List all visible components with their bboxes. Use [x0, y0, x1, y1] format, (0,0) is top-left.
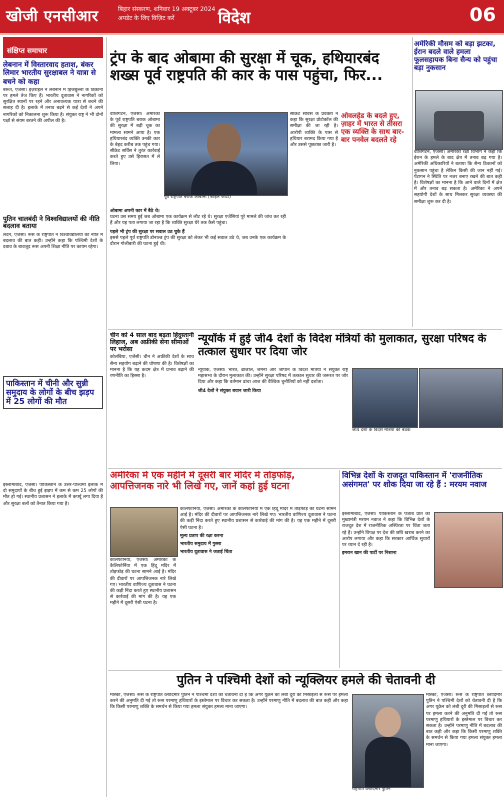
g4-photo-1 — [352, 368, 418, 428]
main-highlight: ओवलहेड के बदले हुए, ज़ाहर में भारत से तीसरा एक व्यक्ति के साथ बार-बार पनवेल बदलते रहे — [341, 112, 404, 145]
temple-subhead-3: भारतीय दूतावास ने जताई चिंता — [180, 550, 233, 556]
sidebar-story — [3, 37, 103, 482]
g4-body: न्यूयॉर्क, एजेंसी। भारत, ब्राजील, जर्मनी और जापान के विदेश मंत्रियों ने संयुक्त राष्ट्र महासभा के दौरान मुलाकात की। उन्होंने सुरक्षा परिषद में तत्काल सुधार की जरूरत पर जोर दिया और कहा कि वर्तमान ढांचा आज की वैश्विक चुनौतियों को नहीं दर्शाता। — [198, 368, 348, 386]
section-divider-1 — [108, 329, 502, 330]
putin-headline: पुतिन ने पश्चिमी देशों को न्यूक्लियर हमले की चेतावनी दी — [176, 673, 436, 687]
page-number: 06 — [469, 4, 496, 26]
pak-headline: विभिन्न देशों के राजदूत पाकिस्तान में 'राजनीतिक असंगमत' पर शोक दिया जा रहे हैं : मरयम नवाज — [342, 471, 487, 490]
photo-person-head — [207, 123, 241, 163]
main-body-3: इससे पहले पूर्व राष्ट्रपति डोनाल्ड ट्रंप की सुरक्षा को लेकर भी कई सवाल उठे थे, जब उनके एक कार्यक्रम के दौरान गोलीबारी की घटना हुई थी। — [110, 235, 286, 248]
sidebar-body: बेरूत, एजेंसी। इज़राइल ने लेबनान में हिजबुल्ला के ठिकानों पर हमले तेज किए हैं। भारतीय दूतावास ने नागरिकों को सुरक्षित स्थानों पर रहने और अनावश्यक यात्रा से बचने की सलाह दी है। इलाके में तनाव बढ़ने से कई देशों ने अपने नागरिकों को निकालना शुरू किया है। संयुक्त राष्ट्र ने भी दोनों पक्षों से संयम बरतने की अपील की है। — [3, 87, 103, 124]
g4-subhead: जी4 देशों ने संयुक्त बयान जारी किया — [198, 388, 261, 394]
temple-body-col — [180, 507, 336, 667]
photo-person-body — [365, 737, 411, 787]
temple-body: कैलिफोर्निया, एजेंसी। अमेरिका के कैलिफोर्निया में एक हिंदू मंदिर में तोड़फोड़ की घटना सामने आई है। मंदिर की दीवारों पर आपत्तिजनक नारे लिखे गए। भारतीय वाणिज्य दूतावास ने घटना की कड़ी निंदा करते हुए स्थानीय प्रशासन से कार्रवाई की मांग की है। यह एक महीने में दूसरी ऐसी घटना है। — [180, 507, 336, 531]
photo-person-body — [191, 161, 257, 195]
main-subhead-1: ओबामा अपनी कार में बैठे थे। — [110, 209, 160, 214]
g4-body-col — [198, 368, 348, 466]
sidebar-box-headline: पाकिस्तान में चीनी और सुन्नी समुदाय के लोगों के बीच झड़प में 25 लोगों की मौत — [6, 378, 95, 407]
section-divider-3 — [108, 670, 502, 671]
main-body-col-3 — [290, 112, 338, 327]
sidebar-subbody: लंदन, एजेंसी। रूस के राष्ट्रपति ने विश्वविद्यालयों की नीति में बदलाव की बात कही। उन्होंने कहा कि पश्चिमी देशों के दबाव के बावजूद रूस अपनी शिक्षा नीति पर कायम रहेगा। — [3, 232, 103, 251]
main-body-1: वाशिंगटन, एजेंसी। अमेरिका के पूर्व राष्ट्रपति बराक ओबामा की सुरक्षा में बड़ी चूक का मामला सामने आया है। एक हथियारबंद व्यक्ति उनकी कार के बेहद करीब तक पहुंच गया। सीक्रेट सर्विस ने तुरंत कार्रवाई करते हुए उसे हिरासत में ले लिया। — [110, 112, 160, 167]
photo-person-head — [375, 707, 401, 737]
putin-photo — [352, 694, 424, 788]
photo-shape — [434, 111, 484, 141]
temple-subhead-1: मूल्य प्रताप की रक्षा करना — [180, 533, 224, 539]
date-line — [118, 5, 215, 23]
temple-headline: अमेरिका में एक महीने में दूसरी बार मंदिर में तोड़फोड़, आपत्तिजनक नारे भी लिखे गए, जानें कहां हुई घटना — [110, 471, 295, 492]
temple-photo — [110, 507, 178, 557]
g4-photo-2 — [419, 368, 503, 428]
sidebar-tag-bar — [3, 37, 103, 58]
masthead — [0, 0, 504, 33]
column-rule-2 — [339, 470, 340, 668]
putin-body-extra: मॉस्को, एजेंसी। रूस के राष्ट्रपति व्लादिमीर पुतिन ने पश्चिमी देशों को चेतावनी दी है कि अगर यूक्रेन को लंबी दूरी की मिसाइलों से रूस पर हमला करने की अनुमति दी गई तो रूस परमाणु हथियारों के इस्तेमाल पर विचार कर सकता है। उन्होंने परमाणु नीति में बदलाव की बात कही और कहा कि किसी परमाणु शक्ति के समर्थन से किया गया हमला संयुक्त हमला माना जाएगा। — [426, 693, 502, 748]
sidebar-box — [3, 376, 103, 410]
putin-body-col — [110, 693, 348, 797]
china-headline: चीन को 4 साल बाद बढ़ता हिंदुस्तानी लिहाज, अब अफ्रीकी सेना सीमाओं पर भरोसा — [110, 332, 194, 354]
sidebar-subheadline: पुतिन चालबंदी ने विश्वविद्यालयों की नीति बदलाव बताया — [3, 214, 100, 231]
header-rule — [0, 33, 504, 35]
sidebar-tag: संक्षिप्त समाचार — [3, 46, 51, 57]
brand-name: खोजी एनसीआर — [6, 7, 99, 25]
section-title: विदेश — [218, 8, 251, 27]
main-highlight-col — [341, 112, 409, 327]
date-line-2: अपडेट के लिए विज़िट करें — [118, 15, 175, 22]
china-story — [110, 332, 194, 418]
sidebar-headline: लेबनान में विस्तारवाद हताश, बंकर लिमार भारतीय सुरक्षाबल ने यात्रा से बचने को कहा — [3, 60, 96, 86]
main-subhead-2: पहले भी ट्रंप की सुरक्षा पर सवाल उठ चुके हैं — [110, 229, 185, 235]
putin-body: मॉस्को, एजेंसी। रूस के राष्ट्रपति व्लादिमीर पुतिन ने पश्चिमी देशों को चेतावनी दी है कि अगर यूक्रेन को लंबी दूरी की मिसाइलों से रूस पर हमला करने की अनुमति दी गई तो रूस परमाणु हथियारों के इस्तेमाल पर विचार कर सकता है। उन्होंने परमाणु नीति में बदलाव की बात कही और कहा कि किसी परमाणु शक्ति के समर्थन से किया गया हमला संयुक्त हमला माना जाएगा। — [110, 693, 348, 711]
g4-headline: न्यूयॉर्क में हुई जी4 देशों के विदेश मंत्रियों की मुलाकात, सुरक्षा परिषद के तत्काल सुधार पर दिया जोर — [198, 333, 487, 358]
main-body-2: घटना उस समय हुई जब ओबामा एक कार्यक्रम से लौट रहे थे। सुरक्षा एजेंसियां पूरे मामले की जांच कर रही हैं और यह पता लगाया जा रहा है कि व्यक्ति सुरक्षा घेरे तक कैसे पहुंचा। — [110, 215, 286, 227]
china-body: कोलंबिया, एजेंसी। चीन ने अफ्रीकी देशों के साथ सैन्य सहयोग बढ़ाने की घोषणा की है। विशेषज्ञों का मानना है कि यह कदम क्षेत्र में प्रभाव बढ़ाने की रणनीति का हिस्सा है। — [110, 355, 194, 379]
right-story-photo — [415, 90, 503, 150]
maryam-nawaz-photo — [434, 512, 503, 588]
g4-photo-caption: जी4 देशों के विदेश मंत्रियों की बैठक — [352, 428, 411, 433]
temple-body-extra: कैलिफोर्निया, एजेंसी। अमेरिका के कैलिफोर्निया में एक हिंदू मंदिर में तोड़फोड़ की घटना सामने आई है। मंदिर की दीवारों पर आपत्तिजनक नारे लिखे गए। भारतीय वाणिज्य दूतावास ने घटना की कड़ी निंदा करते हुए स्थानीय प्रशासन से कार्रवाई की मांग की है। यह एक महीने में दूसरी ऐसी घटना है। — [110, 558, 176, 607]
temple-subhead-2: भारतीय समुदाय में गुस्सा — [180, 542, 222, 548]
right-body: वाशिंगटन, एजेंसी। अमेरिकी रक्षा विभाग ने कहा कि ईरान के हमले के बाद क्षेत्र में तनाव बढ़ गया है। अमेरिकी अधिकारियों ने बताया कि सैन्य ठिकानों को नुकसान पहुंचा है लेकिन किसी की जान नहीं गई। पेंटागन ने स्थिति पर नजर बनाए रखने की बात कही है। विशेषज्ञों का मानना है कि आने वाले दिनों में क्षेत्र में और तनाव बढ़ सकता है। अमेरिका ने अपने सहयोगी देशों के साथ मिलकर सुरक्षा व्यवस्था की समीक्षा शुरू कर दी है। — [414, 150, 502, 205]
date-line-1: बिहार संस्करण, शनिवार 19 अक्टूबर 2024 — [118, 6, 216, 13]
obama-photo-caption: पूर्व राष्ट्रपति बराक ओबामा (फाइल फोटो) — [164, 195, 231, 200]
pak-body-col — [342, 512, 430, 667]
main-headline: ट्रंप के बाद ओबामा की सुरक्षा में चूक, हथियारबंद शख्स पूर्व राष्ट्रपति की कार के पास पहुंचा, फिर... — [110, 50, 383, 85]
main-body-col-2 — [110, 207, 286, 327]
right-column-rule — [412, 37, 413, 327]
putin-photo-caption: राष्ट्रपति व्लादिमीर पुतिन — [352, 787, 391, 792]
sidebar-box-body: इस्लामाबाद, एजेंसी। पाकिस्तान के उत्तर-पश्चिमी इलाके में दो समुदायों के बीच हुई झड़प में कम से कम 25 लोगों की मौत हो गई। स्थानीय प्रशासन ने इलाके में कर्फ्यू लगा दिया है और सुरक्षा बलों को तैनात किया गया है। — [3, 483, 103, 507]
pak-subhead: इमरान खान की पार्टी पर निशाना — [342, 551, 397, 557]
main-body-4: सीक्रेट सर्विस के प्रवक्ता ने कहा कि सुरक्षा प्रोटोकॉल की समीक्षा की जा रही है। आरोपी व्यक्ति के पास से हथियार बरामद किया गया है और उससे पूछताछ जारी है। — [290, 112, 338, 149]
section-divider-2 — [108, 468, 502, 469]
column-rule — [106, 37, 107, 797]
right-headline: अमेरिकी मौसम को बड़ा झटका, ईरान बदले वाले हमला फूलसहायक बिना सैन्य को पहुंचा बड़ा नुकसान — [414, 40, 498, 73]
obama-photo — [164, 112, 288, 196]
pak-body: इस्लामाबाद, एजेंसी। पाकिस्तान के पंजाब प्रांत की मुख्यमंत्री मरयम नवाज ने कहा कि विभिन्न देशों के राजदूत देश में राजनीतिक अस्थिरता पर चिंता जता रहे हैं। उन्होंने विपक्ष पर देश की छवि खराब करने का आरोप लगाया और कहा कि सरकार आर्थिक सुधारों पर ध्यान दे रही है। — [342, 512, 430, 549]
